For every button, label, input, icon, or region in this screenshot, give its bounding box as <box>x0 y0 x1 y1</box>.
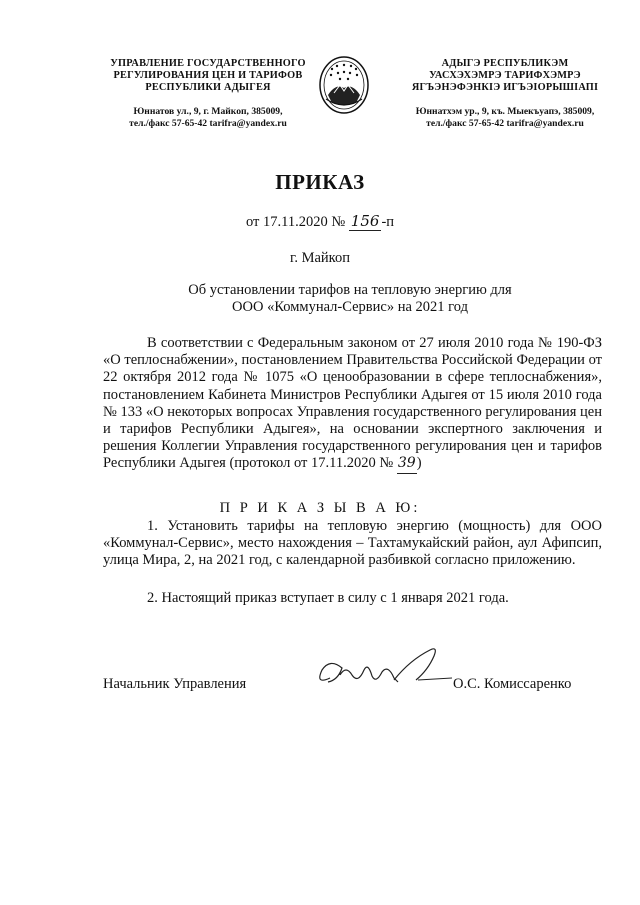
order-number-line <box>0 212 640 231</box>
address-line: Юннатов ул., 9, г. Майкоп, 385009, <box>133 106 283 117</box>
header-left-line: УПРАВЛЕНИЕ ГОСУДАРСТВЕННОГО <box>110 58 306 69</box>
signatory-name: О.С. Комиссаренко <box>453 676 572 692</box>
header-left-line: РЕСПУБЛИКИ АДЫГЕЯ <box>145 82 271 93</box>
order-subject: Об установлении тарифов на тепловую энергию для ООО «Коммунал-Сервис» на 2021 год <box>188 282 512 315</box>
order-suffix: -п <box>381 214 395 230</box>
order-date: от 17.11.2020 № <box>245 214 346 230</box>
header-right-line: ЯГЪЭНЭФЭНКIЭ ИГЪЭIОРЫШIАПI <box>411 82 599 93</box>
header-left-line: РЕГУЛИРОВАНИЯ ЦЕН И ТАРИФОВ <box>113 70 303 81</box>
header-left-org <box>103 58 313 94</box>
document-title: ПРИКАЗ <box>275 170 365 194</box>
header-right-address <box>392 106 618 130</box>
decree-heading: П Р И К А З Ы В А Ю: <box>219 500 421 516</box>
signatory-position: Начальник Управления <box>103 676 247 692</box>
decree-item: 2. Настоящий приказ вступает в силу с 1 января 2021 года. <box>147 590 509 606</box>
city: г. Майкоп <box>290 250 350 266</box>
handwritten-signature <box>310 640 460 710</box>
header-left-address <box>103 106 313 130</box>
order-number-handwritten: 156 <box>350 212 380 230</box>
address-line: Юннатхэм ур., 9, къ. Мыекъуапэ, 385009, <box>415 106 595 117</box>
header-right-line: УАСХЭХЭМРЭ ТАРИФХЭМРЭ <box>429 70 581 81</box>
address-line: тел./факс 57-65-42 tarifra@yandex.ru <box>129 118 287 129</box>
preamble-text: В соответствии с Федеральным законом от 27 июля 2010 года № 190-ФЗ «О теплоснабжении», постановлением Правительства Российской Федерации от 22 октября 2012 года № 1075 «О ценообразовании в сфере теплоснабжения», постановлением Кабинета Министров Республики Адыгея от 15 июля 2010 года № 133 «О некоторых вопросах Управления государственного регулирования цен и тарифов Республики Адыгея», на основании экспертного заключения и решения Коллегии Управления государственного регулирования цен и тарифов Республики Адыгея (протокол от 17.11.2020 № <box>103 335 602 472</box>
republic-emblem-icon <box>318 55 370 115</box>
decree-item: 1. Установить тарифы на тепловую энергию (мощность) для ООО «Коммунал-Сервис», место нахождения – Тахтамукайский район, аул Афипсип, улица Мира, 2, на 2021 год, с календарной разбивкой согласно приложению. <box>103 518 602 569</box>
header-right-org <box>395 58 615 94</box>
preamble-closing: ) <box>416 455 422 472</box>
header-right-line: АДЫГЭ РЕСПУБЛИКЭМ <box>441 58 569 69</box>
preamble-paragraph <box>103 335 602 474</box>
protocol-number-handwritten: 39 <box>397 455 417 473</box>
address-line: тел./факс 57-65-42 tarifra@yandex.ru <box>426 118 584 129</box>
